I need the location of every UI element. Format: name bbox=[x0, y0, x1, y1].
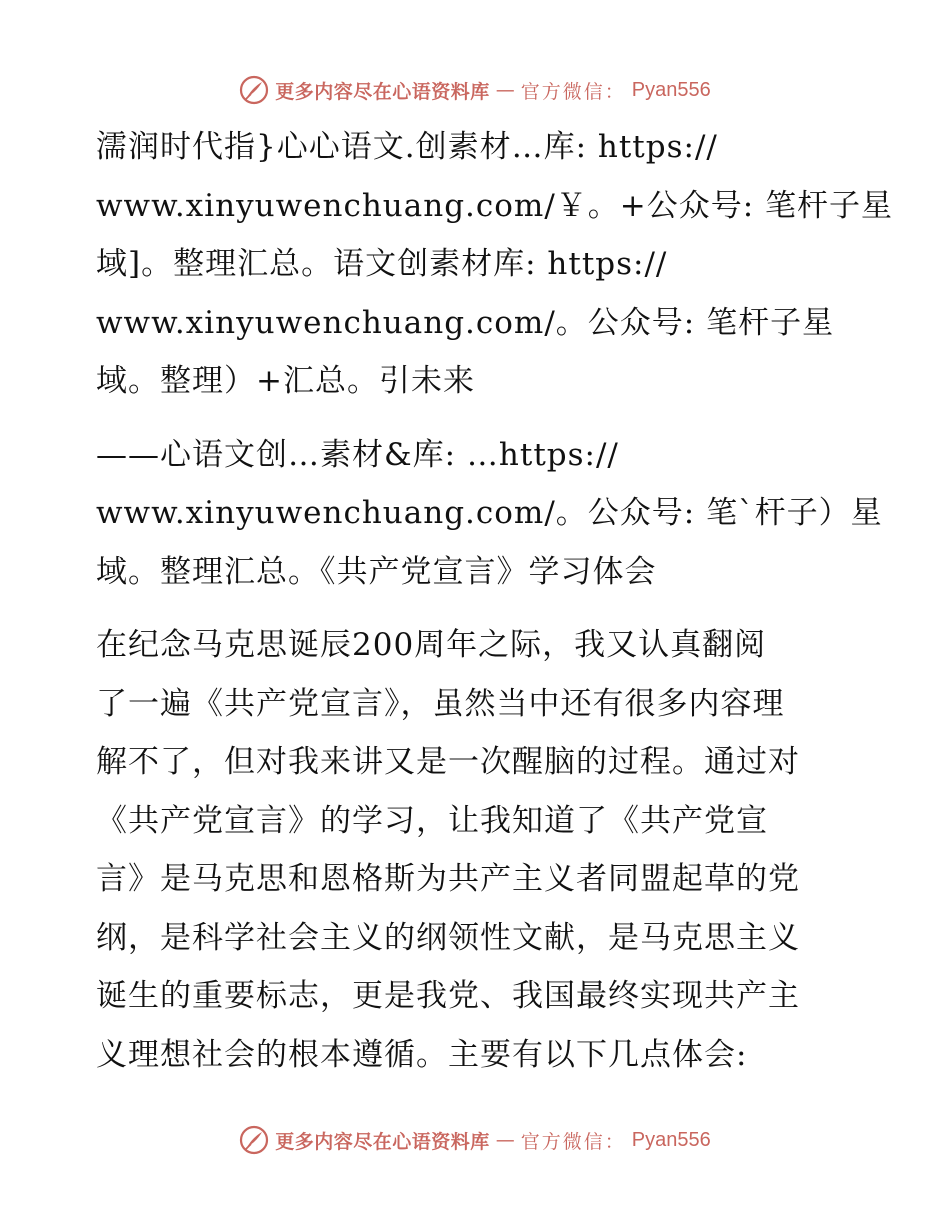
watermark-label: 官方微信： bbox=[520, 80, 626, 103]
text-line: 言》是马克思和恩格斯为共产主义者同盟起草的党 bbox=[96, 861, 800, 897]
watermark-wechat-id: Pyan556 bbox=[631, 1128, 711, 1151]
document-body bbox=[96, 118, 894, 1084]
text-line: 义理想社会的根本遵循。主要有以下几点体会: bbox=[96, 1036, 748, 1073]
text-line: 了一遍《共产党宣言》，虽然当中还有很多内容理 bbox=[96, 685, 785, 722]
text-line: www.xinyuwenchuang.com/。公众号: 笔`杆子）星 bbox=[96, 495, 883, 531]
text-line: 解不了，但对我来讲又是一次醒脑的过程。通过对 bbox=[96, 744, 800, 780]
watermark-label: 官方微信： bbox=[520, 1130, 626, 1153]
feather-quill-logo-icon bbox=[239, 1125, 269, 1155]
footer-watermark bbox=[0, 1120, 950, 1160]
paragraph-3 bbox=[96, 616, 856, 1084]
header-watermark bbox=[0, 70, 950, 110]
paragraph-gap bbox=[96, 411, 856, 426]
text-line: 《共产党宣言》的学习，让我知道了《共产党宣 bbox=[96, 802, 768, 839]
watermark-text: 更多内容尽在心语资料库 bbox=[275, 80, 490, 103]
watermark-wechat-id: Pyan556 bbox=[631, 78, 711, 101]
text-line: 域]。整理汇总。语文创素材库: https:// bbox=[96, 246, 668, 282]
text-line: 域。整理汇总。《共产党宣言》学习体会 bbox=[96, 553, 657, 590]
text-line: www.xinyuwenchuang.com/￥。+公众号: 笔杆子星 bbox=[96, 187, 894, 224]
text-line: 诞生的重要标志，更是我党、我国最终实现共产主 bbox=[96, 978, 800, 1014]
paragraph-2 bbox=[96, 426, 883, 602]
text-line: 域。整理）+汇总。引未来 bbox=[96, 363, 475, 399]
feather-quill-logo-icon bbox=[239, 75, 269, 105]
text-line: www.xinyuwenchuang.com/。公众号: 笔杆子星 bbox=[96, 304, 835, 341]
watermark-separator: — bbox=[495, 1129, 515, 1151]
text-line: ——心语文创…素材&库: …https:// bbox=[96, 436, 619, 473]
text-line: 濡润时代指}心心语文.创素材…库: https:// bbox=[96, 129, 718, 165]
text-line: 在纪念马克思诞辰200周年之际，我又认真翻阅 bbox=[96, 627, 767, 663]
watermark-separator: — bbox=[495, 79, 515, 101]
paragraph-gap bbox=[96, 601, 856, 616]
text-line: 纲，是科学社会主义的纲领性文献，是马克思主义 bbox=[96, 919, 800, 956]
watermark-text: 更多内容尽在心语资料库 bbox=[275, 1130, 490, 1153]
paragraph-1 bbox=[96, 118, 894, 411]
